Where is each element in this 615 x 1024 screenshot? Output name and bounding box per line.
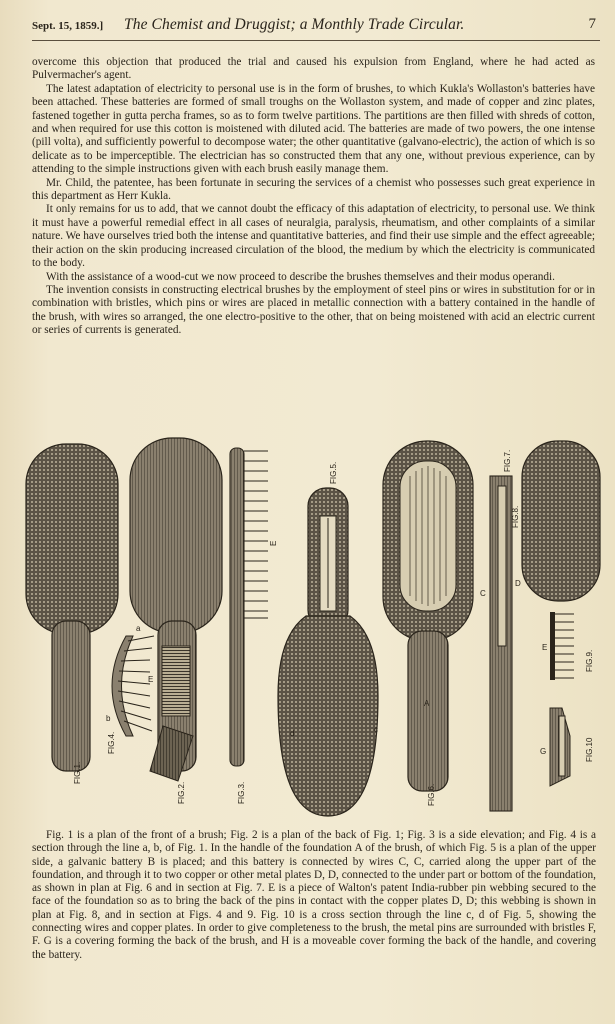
letter-D: D (515, 579, 521, 588)
fig5-foundation-upper-side (278, 488, 378, 816)
paragraph: overcome this objection that produced the trial and caused his expulsion from England, where he had acted as Pulvermacher's agent. (32, 56, 595, 82)
fig8-pin-webbing (522, 441, 600, 601)
fig9-label: FIG.9. (585, 649, 594, 672)
brush-woodcut-figure (18, 436, 603, 826)
running-header (32, 14, 600, 41)
page-number: 7 (588, 16, 596, 32)
paragraph: The invention consists in constructing electrical brushes by the employment of steel pins or wires in substitution for or in combination with bristles, which pins or wires are placed in metallic connection with a battery contained in the handle of the brush, with wires so arranged, the one electro-positive to the other, that on being moistened with acid an electric current or series of currents is generated. (32, 283, 595, 337)
paragraph: Mr. Child, the patentee, has been fortunate in securing the services of a chemist who possesses such great experience in this department as Herr Kukla. (32, 176, 595, 203)
fig7-section (490, 476, 512, 811)
paragraph: It only remains for us to add, that we cannot doubt the efficacy of this adaptation of electricity, to personal use. We think it must have a powerful remedial effect in all cases of neuralgia, paralysis, rheumatism, and other complaints of a similar nature. We have ourselves tried both the intense and quantitative batteries, and find their use simple and the effect agreeable; their action on the skin producing increased circulation of the blood, the medium by which the electricity is communicated to the body. (32, 203, 595, 270)
letter-c: c (374, 725, 378, 734)
letter-A: A (424, 699, 430, 708)
letter-b: b (106, 714, 111, 723)
letter-E-fig9: E (542, 643, 548, 652)
paragraph: With the assistance of a wood-cut we now proceed to describe the brushes themselves and their modus operandi. (46, 270, 556, 283)
letter-E-fig3: E (269, 540, 278, 546)
letter-d: d (290, 729, 295, 738)
fig10-cross-section (550, 708, 570, 786)
letter-C: C (480, 589, 486, 598)
article-body (32, 56, 595, 338)
letter-E-fig4: E (148, 675, 154, 684)
fig8-label: FIG.8. (511, 505, 520, 528)
header-date: Sept. 15, 1859.] (32, 20, 104, 32)
fig4-label: FIG.4. (107, 731, 116, 754)
fig10-label: FIG.10 (585, 737, 594, 762)
fig9-webbing-section (550, 612, 574, 680)
fig2-label: FIG.2. (177, 781, 186, 804)
header-title: The Chemist and Druggist; a Monthly Trade Circular. (124, 16, 465, 33)
fig7-label: FIG.7. (503, 449, 512, 472)
fig3-side-elevation (230, 448, 268, 766)
fig1-label: FIG.1. (73, 761, 82, 784)
fig2-brush-back (130, 438, 222, 781)
letter-a: a (136, 624, 141, 633)
figure-caption: Fig. 1 is a plan of the front of a brush; Fig. 2 is a plan of the back of Fig. 1; Fig. 3 is a side elevation; and Fig. 4 is a section through the line a, b, of Fig. 1. In the handle of the foundation A of the brush, of which Fig. 5 is a plan of the upper side, a galvanic battery B is placed; and this battery is connected by wires C, C, carried along the upper part of the foundation, and through it to two copper or other metal plates D, D, connected to the under part or bottom of the foundation, as shown in plan at Fig. 6 and in section at Fig. 7. E is a piece of Walton's patent India-rubber pin webbing secured to the face of the foundation so as to bring the back of the pins in contact with the copper plates D, D; this webbing is shown in plan at Fig. 8, and in section at Figs. 4 and 9. Fig. 10 is a cross section through the line c, d of Fig. 5, showing the connecting wires and copper plates. In order to give completeness to the brush, the metal pins are surrounded with bristles F, F. G is a covering forming the back of the brush, and H is a moveable cover forming the back of the handle, and covering the battery. (32, 829, 596, 961)
paragraph: The latest adaptation of electricity to personal use is in the form of brushes, to which Kukla's Wollaston's batteries have been attached. These batteries are formed of small troughs on the Wollaston system, and made of copper and zinc plates, fastened together in gutta percha frames, so as to form twelve partitions. The partitions are then filled with shreds of cotton, and when required for use this cotton is moistened with diluted acid. The batteries are made of two powers, the one intense (pill volta), and sufficiently powerful to decompose water; the other quantitative (galvano-electric), the action of which is so delicate as to be imperceptible. The electrician has so constructed them that any one, without previous experience, can by attending to the simple instructions given with each brush easily manage them. (32, 82, 595, 176)
fig6-label: FIG.6. (427, 783, 436, 806)
fig6-bottom-plan (383, 441, 473, 791)
fig3-label: FIG.3. (237, 781, 246, 804)
fig5-label: FIG.5. (329, 461, 338, 484)
fig4-section (112, 636, 154, 736)
letter-G: G (540, 747, 547, 756)
fig1-brush-front (26, 444, 118, 771)
